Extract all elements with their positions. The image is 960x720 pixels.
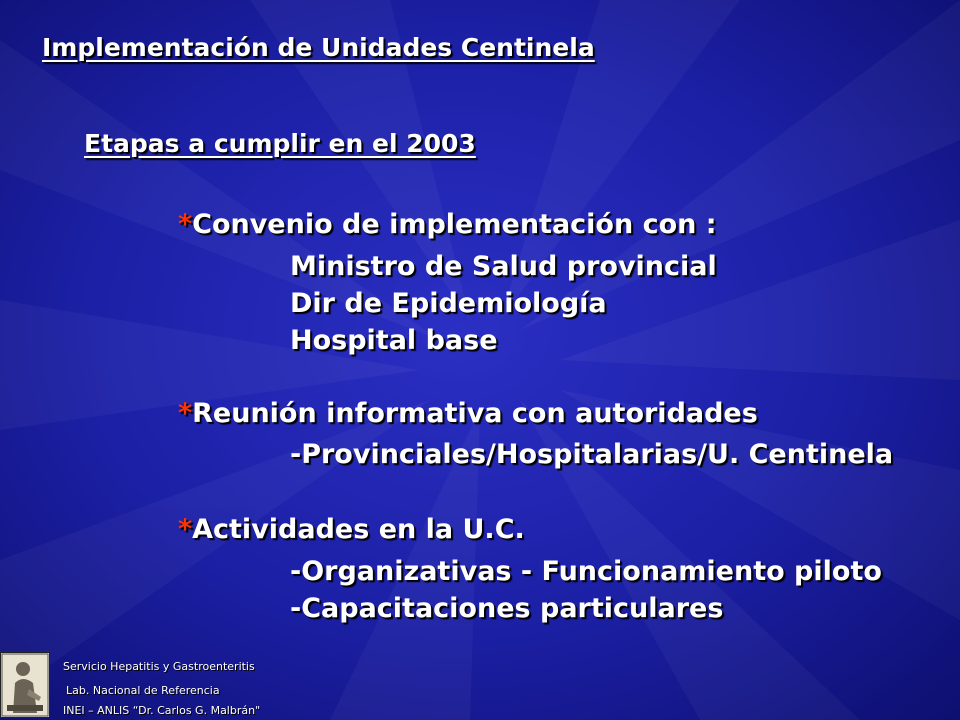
institution-logo xyxy=(0,652,50,718)
bullet-item: Hospital base xyxy=(290,325,498,356)
footer-lab-name: Lab. Nacional de Referencia xyxy=(66,684,220,697)
bullet-marker: * xyxy=(178,514,193,545)
bullet-heading: Convenio de implementación con : xyxy=(192,209,717,240)
bullet-heading: Actividades en la U.C. xyxy=(192,514,525,545)
bullet-marker: * xyxy=(178,209,193,240)
logo-figure-icon xyxy=(1,653,49,717)
bullet-item: -Capacitaciones particulares xyxy=(290,593,724,624)
bullet-item: -Provinciales/Hospitalarias/U. Centinela xyxy=(290,439,894,470)
bullet-convenio xyxy=(178,211,717,238)
slide-title: Implementación de Unidades Centinela xyxy=(42,33,595,62)
bullet-heading: Reunión informativa con autoridades xyxy=(192,398,758,429)
bullet-item: -Organizativas - Funcionamiento piloto xyxy=(290,556,882,587)
bullet-item: Ministro de Salud provincial xyxy=(290,251,717,282)
footer-institute-name: INEI – ANLIS “Dr. Carlos G. Malbrán" xyxy=(63,704,261,717)
bullet-actividades xyxy=(178,516,525,543)
bullet-reunion xyxy=(178,400,758,427)
bullet-item: Dir de Epidemiología xyxy=(290,288,607,319)
slide-subtitle: Etapas a cumplir en el 2003 xyxy=(84,129,476,158)
bullet-marker: * xyxy=(178,398,193,429)
footer-service-name: Servicio Hepatitis y Gastroenteritis xyxy=(63,660,255,673)
